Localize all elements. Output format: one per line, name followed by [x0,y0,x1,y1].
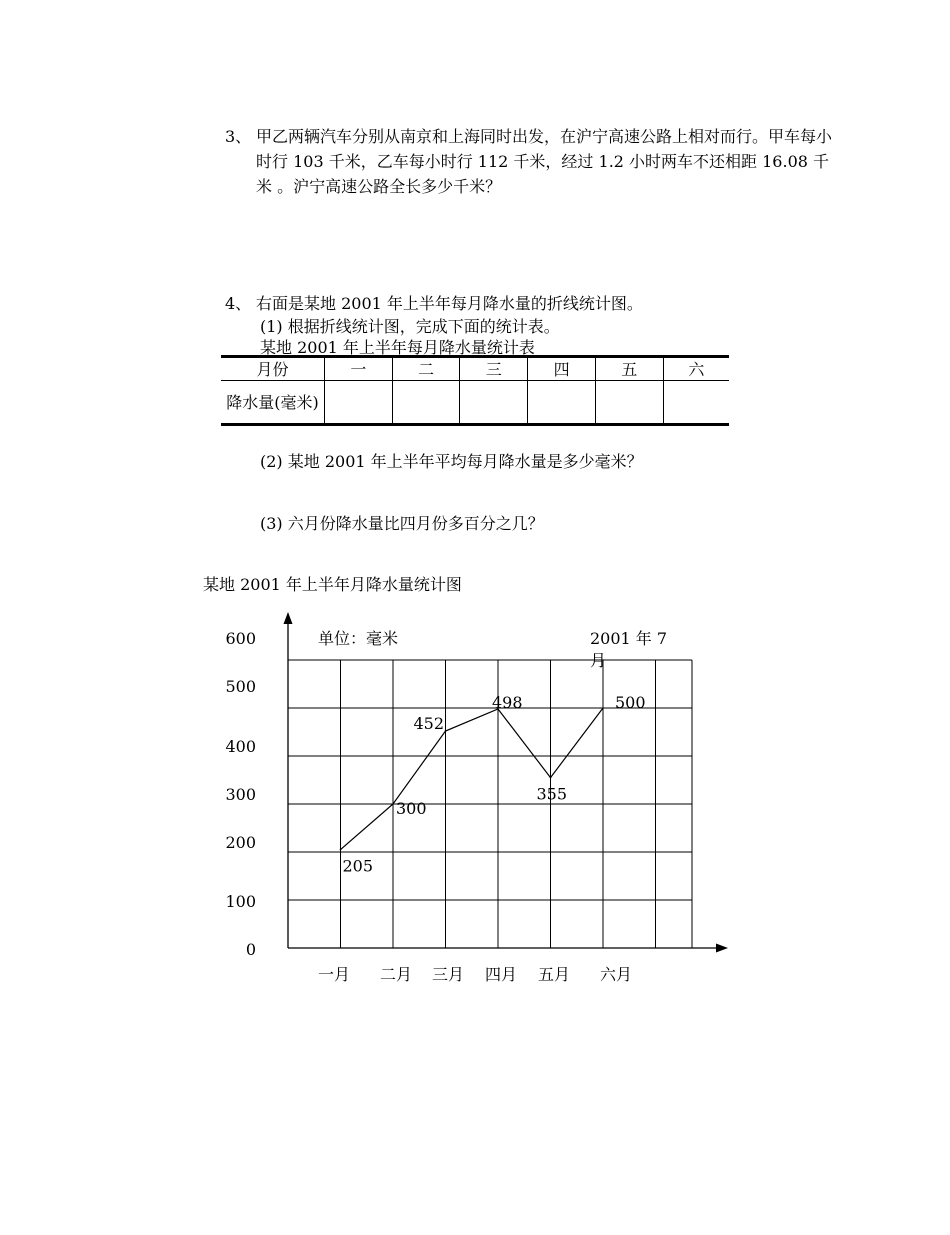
stat-table-row-label: 降水量(毫米) [221,381,325,425]
data-label: 452 [413,714,445,734]
stat-table-month: 五 [595,357,663,381]
q4-intro: 右面是某地 2001 年上半年每月降水量的折线统计图。 [256,294,643,313]
data-point [340,849,342,851]
stat-table-month: 六 [663,357,729,381]
q4-sub3: (3) 六月份降水量比四月份多百分之几？ [260,514,544,533]
y-axis-arrow [284,612,293,624]
stat-table-month: 一 [325,357,393,381]
stat-table-month: 二 [392,357,460,381]
y-tick-label: 0 [245,940,256,959]
x-tick-label: 二月 [379,965,413,984]
data-point [392,803,394,805]
y-tick-label: 500 [225,677,256,696]
data-point [602,707,604,709]
data-label: 498 [492,692,523,712]
x-tick-label: 一月 [317,965,351,984]
y-tick-label: 300 [225,785,256,804]
q3-text: 甲乙两辆汽车分别从南京和上海同时出发，在沪宁高速公路上相对而行。甲车每小时行 103 千米，乙车每小时行 112 千米，经过 1.2 小时两车不还相距 16.08 千米 。沪宁高速公路全长多少千米？ [256,127,833,196]
chart-title: 某地 2001 年上半年月降水量统计图 [203,575,462,594]
stat-table-header-label: 月份 [221,357,325,381]
stat-table-month: 三 [460,357,528,381]
data-label: 205 [342,856,374,876]
y-tick-label: 600 [225,629,256,648]
x-tick-label: 三月 [431,965,465,984]
data-point [550,777,552,779]
x-tick-label: 五月 [537,965,571,984]
x-tick-label: 六月 [599,965,633,984]
date-label: 2001 年 7 月 [590,629,668,670]
unit-label: 单位：毫米 [318,629,399,648]
rainfall-series-line [341,708,604,850]
data-label: 500 [615,693,646,712]
x-tick-label: 四月 [484,965,518,984]
q3-number: 3、 [225,127,252,146]
q4-sub2: (2) 某地 2001 年上半年平均每月降水量是多少毫米？ [260,452,643,471]
data-label: 355 [536,784,568,804]
data-label: 300 [396,799,427,818]
y-tick-label: 100 [225,892,256,911]
stat-table-title: 某地 2001 年上半年每月降水量统计表 [260,338,535,357]
stat-table-month: 四 [528,357,596,381]
q4-sub1: (1) 根据折线统计图，完成下面的统计表。 [260,317,560,336]
x-axis-arrow [716,944,728,953]
y-tick-label: 200 [225,833,256,852]
q4-number: 4、 [225,294,252,313]
y-tick-label: 400 [225,737,256,756]
data-point [445,730,447,732]
